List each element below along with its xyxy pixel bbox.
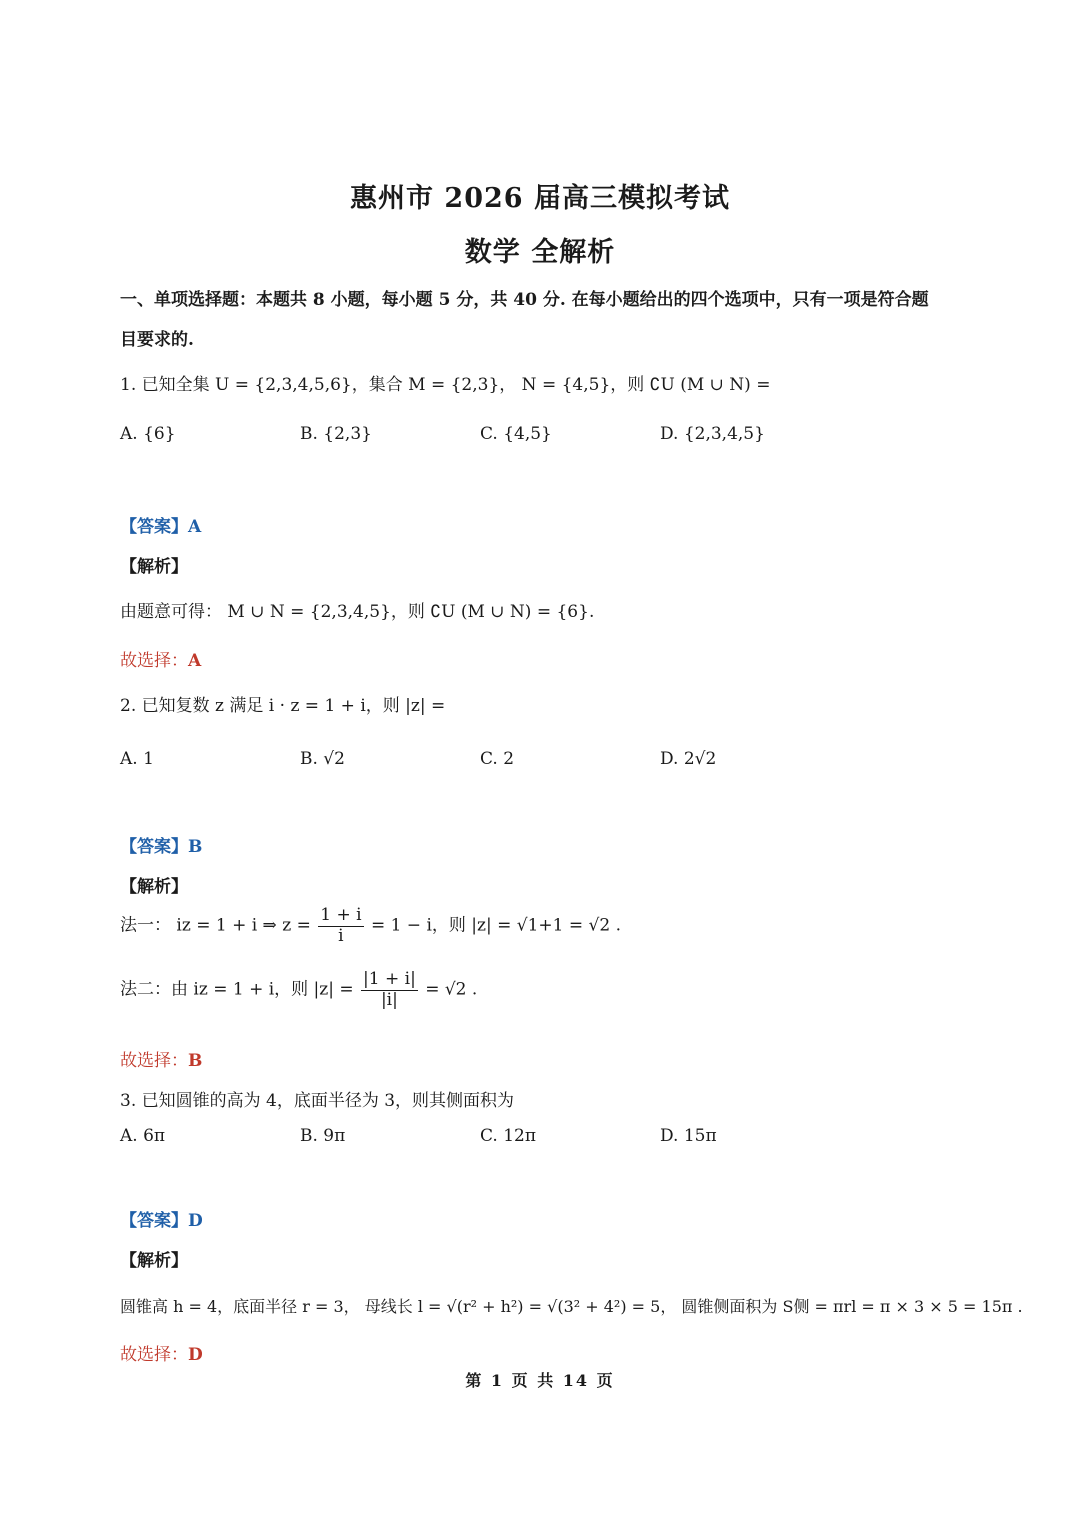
- q2-pick-value: B: [188, 1051, 203, 1071]
- q2-stem: 2. 已知复数 z 满足 i · z = 1 + i，则 |z| =: [120, 696, 446, 716]
- q1-option-c: C. {4,5}: [480, 424, 552, 444]
- q2-option-b: B. √2: [300, 749, 345, 769]
- q3-pick-label: 故选择：: [120, 1345, 188, 1365]
- q3-pick: [120, 1340, 203, 1365]
- q1-option-a: A. {6}: [120, 424, 176, 444]
- q1-pick-value: A: [188, 651, 202, 671]
- q2-m2-denominator: |i|: [380, 989, 398, 1010]
- document-subtitle: 数学 全解析: [464, 237, 616, 268]
- q3-option-b: B. 9π: [300, 1126, 346, 1146]
- q1-option-d: D. {2,3,4,5}: [660, 424, 765, 444]
- q3-option-c: C. 12π: [480, 1126, 537, 1146]
- q2-method-one: [120, 906, 621, 946]
- q1-analysis-label: 【解析】: [120, 557, 188, 577]
- q3-option-d: D. 15π: [660, 1126, 717, 1146]
- q2-answer: 【答案】B: [120, 837, 203, 857]
- q3-option-a: A. 6π: [120, 1126, 166, 1146]
- q2-m1-fraction: [318, 906, 363, 946]
- q1-analysis: 由题意可得： M ∪ N = {2,3,4,5}，则 ∁U (M ∪ N) = {6}.: [120, 602, 595, 622]
- q2-option-d: D. 2√2: [660, 749, 717, 769]
- q3-pick-value: D: [188, 1345, 203, 1365]
- q1-pick-label: 故选择：: [120, 651, 188, 671]
- q3-answer: 【答案】D: [120, 1211, 203, 1231]
- q2-m1-prefix: 法一： iz = 1 + i ⇒ z =: [120, 915, 311, 936]
- q2-pick: [120, 1046, 202, 1071]
- q2-pick-label: 故选择：: [120, 1051, 188, 1071]
- q1-stem: 1. 已知全集 U = {2,3,4,5,6}，集合 M = {2,3}， N = {4,5}，则 ∁U (M ∪ N) =: [120, 375, 771, 395]
- q2-option-a: A. 1: [120, 749, 154, 769]
- q3-stem: 3. 已知圆锥的高为 4，底面半径为 3，则其侧面积为: [120, 1091, 515, 1111]
- section-heading-line2: 目要求的.: [120, 330, 194, 350]
- q2-option-c: C. 2: [480, 749, 515, 769]
- q1-option-b: B. {2,3}: [300, 424, 372, 444]
- q3-analysis: 圆锥高 h = 4，底面半径 r = 3， 母线长 l = √(r² + h²) = √(3² + 4²) = 5， 圆锥侧面积为 S侧 = πrl = π × 3 × 5 = 15π .: [120, 1297, 1023, 1316]
- q2-m2-suffix: = √2 .: [425, 979, 478, 1000]
- q2-analysis-label: 【解析】: [120, 877, 188, 897]
- q2-method-two: [120, 970, 477, 1010]
- section-heading-line1: 一、单项选择题：本题共 8 小题，每小题 5 分，共 40 分. 在每小题给出的四个选项中，只有一项是符合题: [120, 290, 929, 310]
- document-title: 惠州市 2026 届高三模拟考试: [350, 183, 730, 214]
- page-footer: 第 1 页 共 14 页: [465, 1371, 615, 1390]
- q3-analysis-label: 【解析】: [120, 1251, 188, 1271]
- q2-m1-numerator: 1 + i: [320, 905, 362, 925]
- q2-m1-suffix: = 1 − i，则 |z| = √1+1 = √2 .: [370, 915, 621, 936]
- q2-m2-fraction: [361, 970, 418, 1010]
- q1-answer: 【答案】A: [120, 517, 202, 537]
- q1-pick: [120, 646, 201, 671]
- q2-m1-denominator: i: [338, 925, 344, 946]
- q2-m2-prefix: 法二：由 iz = 1 + i，则 |z| =: [120, 979, 354, 1000]
- q2-m2-numerator: |1 + i|: [363, 969, 416, 989]
